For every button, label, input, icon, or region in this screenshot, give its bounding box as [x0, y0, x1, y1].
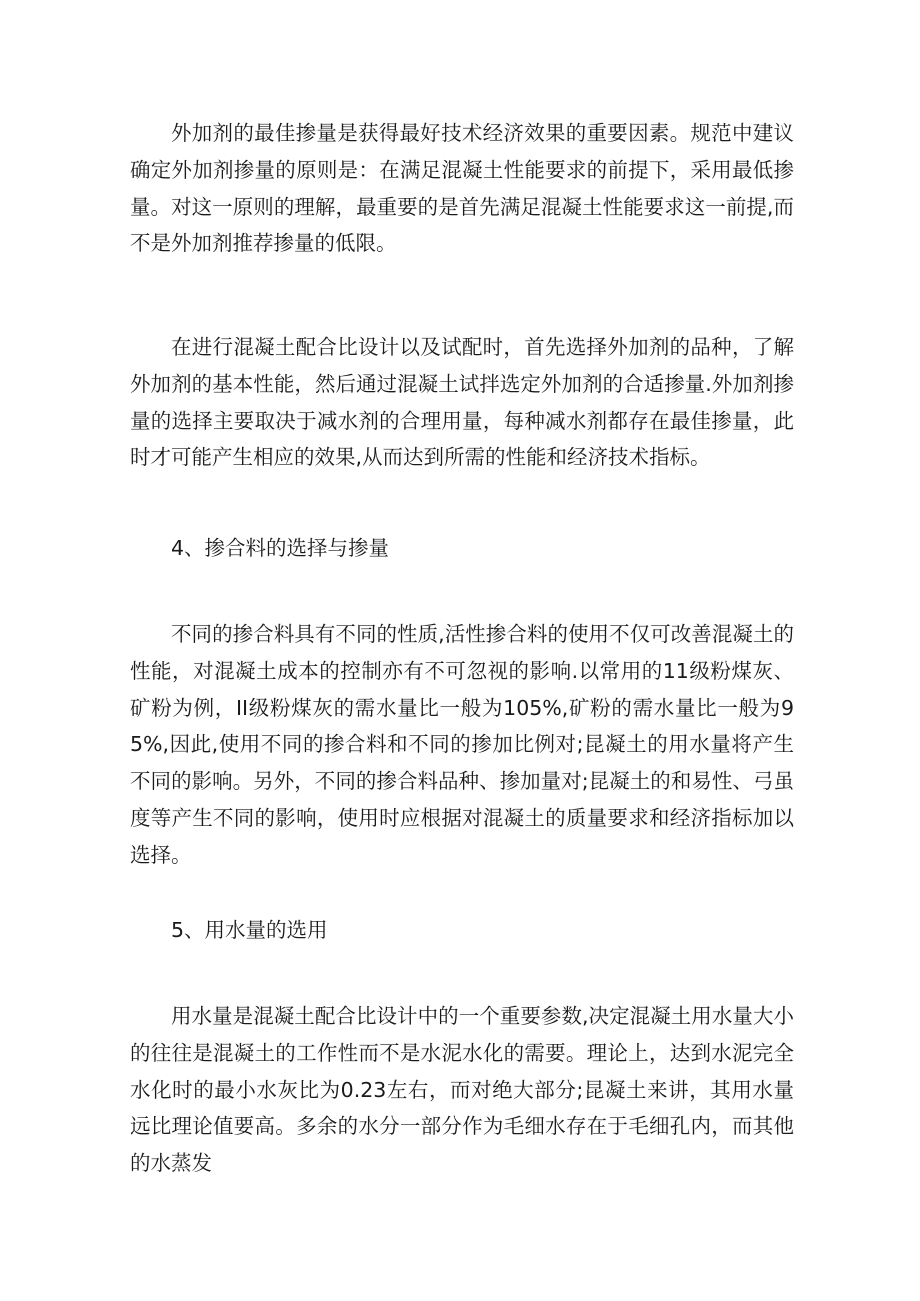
paragraph-mix-design-trial: 在进行混凝土配合比设计以及试配时，首先选择外加剂的品种，了解外加剂的基本性能，然后通过混凝土试拌选定外加剂的合适掺量.外加剂掺量的选择主要取决于减水剂的合理用量，每种减水剂都存在最佳掺量，此时才可能产生相应的效果,从而达到所需的性能和经济技术指标。: [130, 335, 794, 470]
paragraph-admixture-dosage: 外加剂的最佳掺量是获得最好技术经济效果的重要因素。规范中建议确定外加剂掺量的原则是：在满足混凝土性能要求的前提下，采用最低掺量。对这一原则的理解，最重要的是首先满足混凝土性能要求这一前提,而不是外加剂推荐掺量的低限。: [130, 121, 794, 256]
section-heading-4: 4、掺合料的选择与掺量: [171, 536, 390, 560]
paragraph-water-content: 用水量是混凝土配合比设计中的一个重要参数,决定混凝土用水量大小的往往是混凝土的工作性而不是水泥水化的需要。理论上，达到水泥完全水化时的最小水灰比为0.23左右，而对绝大部分;昆凝土来讲，其用水量远比理论值要高。多余的水分一部分作为毛细水存在于毛细孔内，而其他的水蒸发: [130, 1004, 794, 1176]
paragraph-mineral-admixtures: 不同的掺合料具有不同的性质,活性掺合料的使用不仅可改善混凝土的性能，对混凝土成本的控制亦有不可忽视的影响.以常用的11级粉煤灰、矿粉为例，II级粉煤灰的需水量比一般为105%,矿粉的需水量比一般为95%,因此,使用不同的掺合料和不同的掺加比例对;昆凝土的用水量将产生不同的影响。另外，不同的掺合料品种、掺加量对;昆凝土的和易性、弓虽度等产生不同的影响，使用时应根据对混凝土的质量要求和经济指标加以选择。: [130, 622, 794, 867]
section-heading-5: 5、用水量的选用: [171, 918, 328, 942]
